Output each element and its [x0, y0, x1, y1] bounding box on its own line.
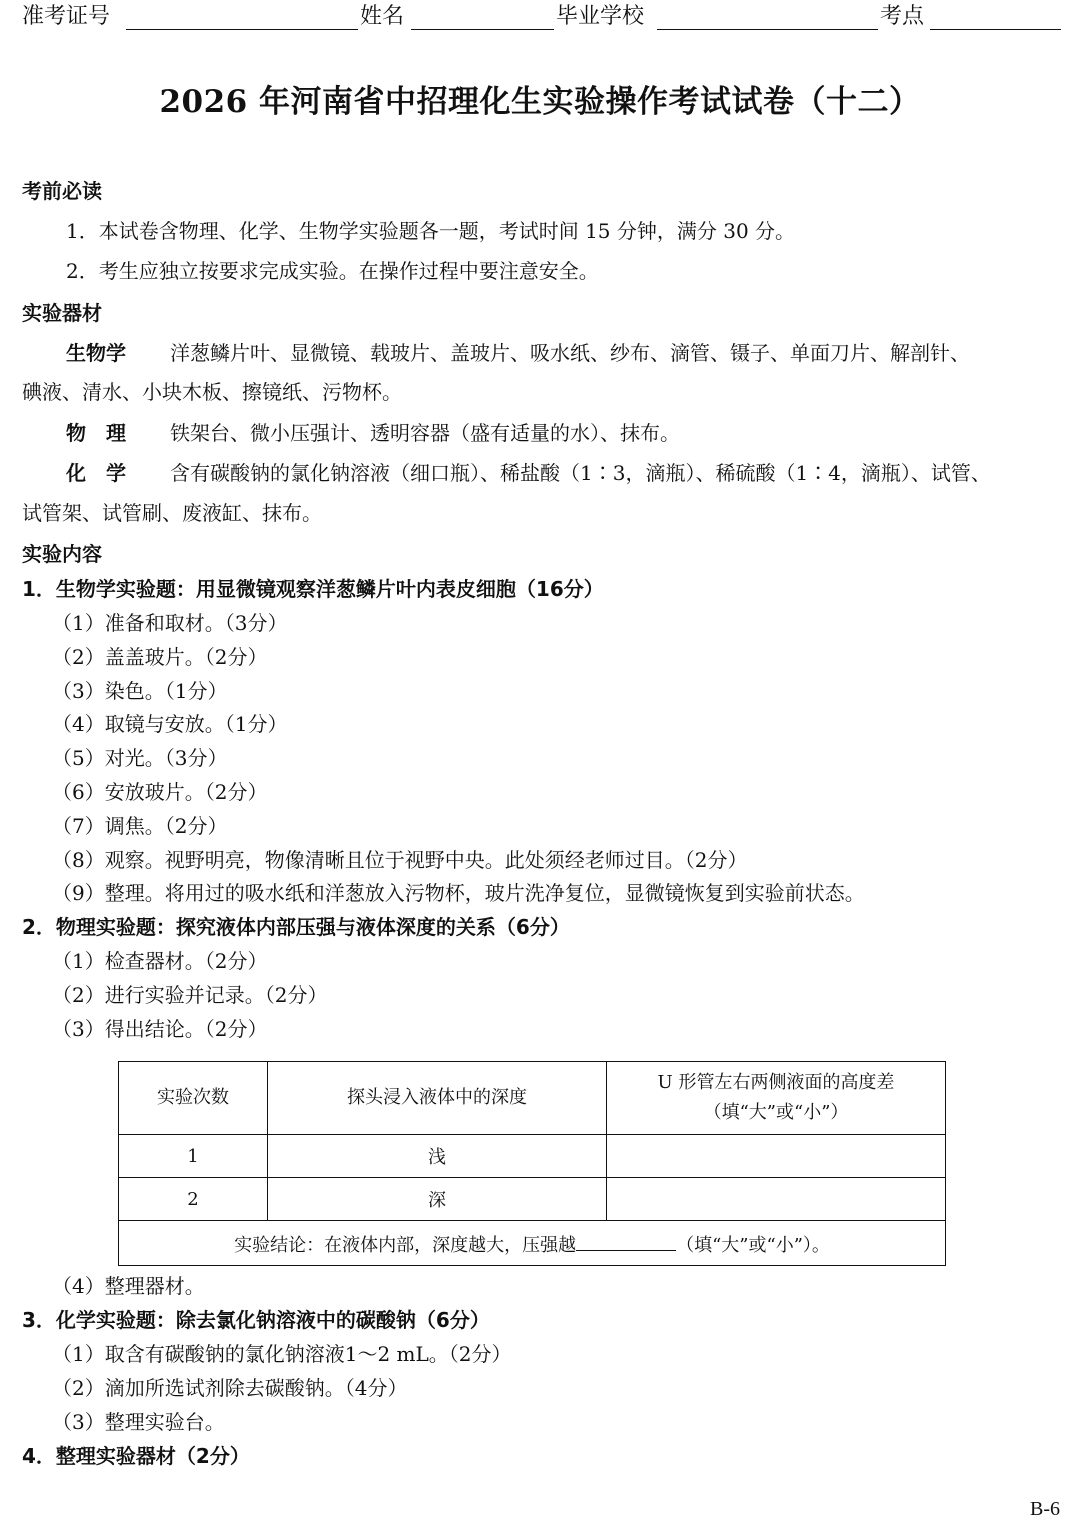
table-header-height-diff: [607, 1062, 946, 1135]
site-blank[interactable]: [930, 29, 1061, 30]
table-row: [119, 1178, 946, 1221]
pre-exam-item: 1．本试卷含物理、化学、生物学实验题各一题，考试时间 15 分钟，满分 30 分。: [66, 219, 796, 243]
q1-step: （3）染色。（1分）: [52, 679, 228, 703]
q1-step: （7）调焦。（2分）: [52, 814, 228, 838]
pre-exam-item: 2．考生应独立按要求完成实验。在操作过程中要注意安全。: [66, 259, 599, 283]
site-label: 考点: [880, 4, 925, 29]
q3-step: （3）整理实验台。: [52, 1410, 225, 1434]
q3-step: （2）滴加所选试剂除去碳酸钠。（4分）: [52, 1376, 408, 1400]
trial-number: 2: [119, 1178, 268, 1221]
exam-id-blank[interactable]: [126, 29, 358, 30]
conclusion-row: [119, 1221, 946, 1266]
biology-equipment-cont: 碘液、清水、小块木板、擦镜纸、污物杯。: [22, 380, 402, 404]
q2-step: （4）整理器材。: [52, 1274, 205, 1298]
probe-depth: 深: [268, 1178, 607, 1221]
q2-step: （2）进行实验并记录。（2分）: [52, 983, 328, 1007]
biology-label: 生物学: [66, 341, 126, 365]
table-header-height-diff-line1: U 形管左右两侧液面的高度差: [657, 1072, 895, 1093]
q1-step: （9）整理。将用过的吸水纸和洋葱放入污物杯，玻片洗净复位，显微镜恢复到实验前状态。: [52, 881, 865, 905]
physics-equipment: 铁架台、微小压强计、透明容器（盛有适量的水）、抹布。: [170, 421, 680, 445]
chemistry-equipment: 含有碳酸钠的氯化钠溶液（细口瓶）、稀盐酸（1∶3，滴瓶）、稀硫酸（1∶4，滴瓶）、试管、: [170, 461, 991, 485]
page-title: 2026 年河南省中招理化生实验操作考试试卷（十二）: [159, 84, 921, 120]
conclusion-blank[interactable]: [576, 1230, 676, 1251]
table-row: [119, 1135, 946, 1178]
q2-step: （1）检查器材。（2分）: [52, 949, 268, 973]
question-3-title: 3．化学实验题：除去氯化钠溶液中的碳酸钠（6分）: [22, 1308, 490, 1332]
question-1-title: 1．生物学实验题：用显微镜观察洋葱鳞片叶内表皮细胞（16分）: [22, 577, 604, 601]
table-header-trial: 实验次数: [119, 1062, 268, 1135]
physics-label: 物 理: [66, 421, 126, 445]
conclusion-hint: （填“大”或“小”）。: [676, 1234, 830, 1256]
question-2-title: 2．物理实验题：探究液体内部压强与液体深度的关系（6分）: [22, 915, 570, 939]
pre-exam-heading: 考前必读: [22, 179, 102, 203]
conclusion-text: 实验结论：在液体内部，深度越大，压强越: [234, 1234, 577, 1256]
name-blank[interactable]: [411, 29, 554, 30]
chemistry-label: 化 学: [66, 461, 126, 485]
exam-id-label: 准考证号: [22, 4, 111, 29]
chemistry-equipment-cont: 试管架、试管刷、废液缸、抹布。: [22, 501, 322, 525]
q1-step: （2）盖盖玻片。（2分）: [52, 645, 268, 669]
height-diff-answer-cell[interactable]: [607, 1178, 946, 1221]
equipment-heading: 实验器材: [22, 301, 102, 325]
name-label: 姓名: [360, 4, 405, 29]
biology-equipment: 洋葱鳞片叶、显微镜、载玻片、盖玻片、吸水纸、纱布、滴管、镊子、单面刀片、解剖针、: [170, 341, 970, 365]
page-number: B-6: [1030, 1498, 1060, 1520]
q3-step: （1）取含有碳酸钠的氯化钠溶液1～2 mL。（2分）: [52, 1342, 512, 1366]
table-header-height-diff-line2: （填“大”或“小”）: [703, 1102, 849, 1123]
q1-step: （1）准备和取材。（3分）: [52, 611, 288, 635]
content-heading: 实验内容: [22, 542, 102, 566]
height-diff-answer-cell[interactable]: [607, 1135, 946, 1178]
table-header-depth: 探头浸入液体中的深度: [268, 1062, 607, 1135]
question-4-title: 4．整理实验器材（2分）: [22, 1444, 250, 1468]
school-blank[interactable]: [657, 29, 878, 30]
trial-number: 1: [119, 1135, 268, 1178]
q1-step: （4）取镜与安放。（1分）: [52, 712, 288, 736]
school-label: 毕业学校: [556, 4, 645, 29]
q1-step: （6）安放玻片。（2分）: [52, 780, 268, 804]
experiment-record-table: [118, 1061, 946, 1266]
probe-depth: 浅: [268, 1135, 607, 1178]
q1-step: （5）对光。（3分）: [52, 746, 228, 770]
q1-step: （8）观察。视野明亮，物像清晰且位于视野中央。此处须经老师过目。（2分）: [52, 848, 748, 872]
q2-step: （3）得出结论。（2分）: [52, 1017, 268, 1041]
